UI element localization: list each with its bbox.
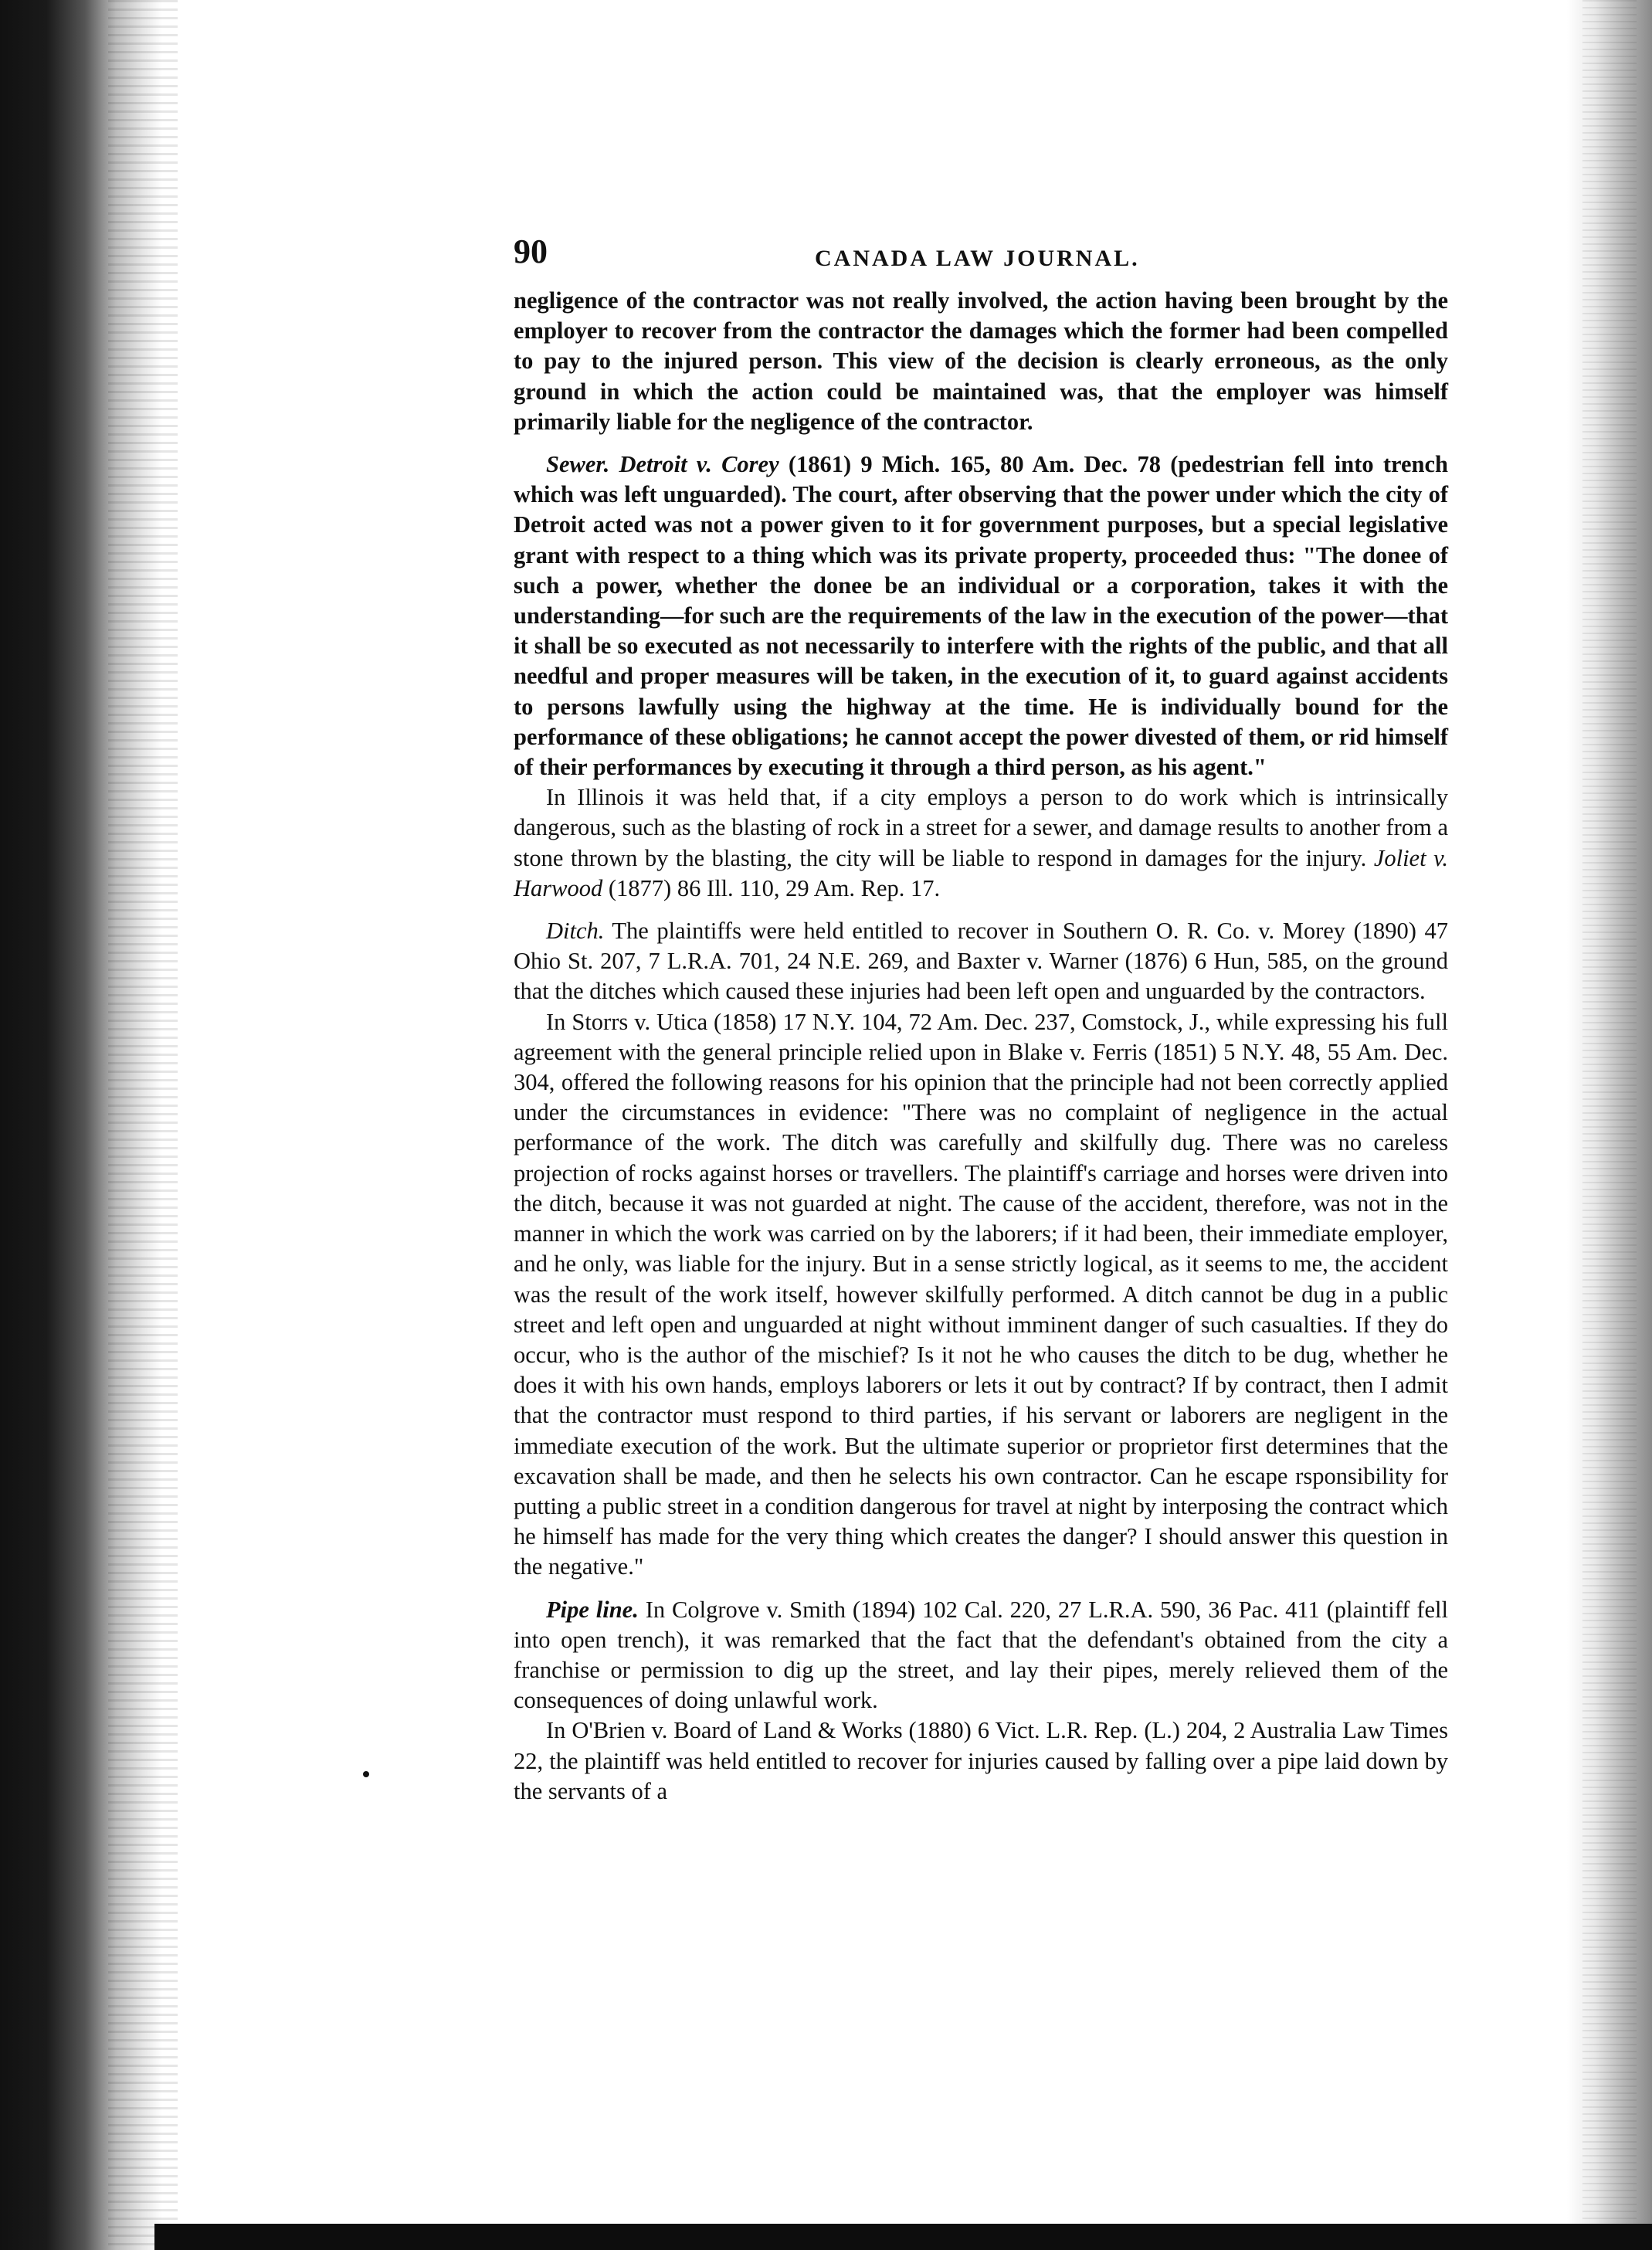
paragraph-storrs [514,1007,1448,1583]
paragraph-illinois [514,782,1448,904]
paragraph-text: In Storrs v. Utica (1858) 17 N.Y. 104, 72 Am. Dec. 237, Comstock, J., while expressing his full agreement with the general principle relied upon in Blake v. Ferris (1851) 5 N.Y. 48, 55 Am. Dec. 304, offered the following reasons for his opinion that the principle had not been correctly applied under the circumstances in evidence: "There was no complaint of negligence in the actual performance of the work. The ditch was carefully and skilfully dug. There was no careless projection of rocks against horses or travellers. The plaintiff's carriage and horses were driven into the ditch, because it was not guarded at night. The cause of the accident, therefore, was not in the manner in which the work was carried on by the laborers; if it had been, their immediate employer, and he only, was liable for the injury. But in a sense strictly logical, as it seems to me, the accident was the result of the work itself, however skilfully performed. A ditch cannot be dug in a public street and left open and unguarded at night without imminent danger of such casualties. If they do occur, who is the author of the mischief? Is it not he who causes the ditch to be dug, whether he does it with his own hands, employs laborers or lets it out by contract? If by contract, then I admit that the contractor must respond to third parties, if his servant or laborers are negligent in the immediate execution of the work. But the ultimate superior or proprietor first determines that the excavation shall be made, and then he selects his own contractor. Can he escape rsponsibility for putting a public street in a condition dangerous for travel at night by interposing the contract which he himself has made for the very thing which creates the danger? I should answer this question in the negative." [514,1008,1448,1580]
page-number: 90 [514,232,548,270]
paragraph-obrien [514,1715,1448,1807]
paragraph-text: In Illinois it was held that, if a city employs a person to do work which is intrinsically dangerous, such as the blasting of rock in a street for a sewer, and damage results to another from a stone thrown by the blasting, the city will be liable to respond in damages for the injury. [514,784,1448,871]
case-citation: Detroit v. Corey [619,451,779,478]
paragraph-text: In O'Brien v. Board of Land & Works (1880) 6 Vict. L.R. Rep. (L.) 204, 2 Australia Law Times 22, the plaintiff was held entitled to recover for injuries caused by falling over a pipe laid down by the servants of a [514,1717,1448,1804]
paragraph-text: (1861) 9 Mich. 165, 80 Am. Dec. 78 (pedestrian fell into trench which was left unguarded). The court, after observing that the power under which the city of Detroit acted was not a power given to it for government purposes, but a special legislative grant with respect to a thing which was its private property, proceeded thus: "The donee of such a power, whether the donee be an individual or a corporation, takes it with the understanding—for such are the requirements of the law in the execution of the power—that it shall be so executed as not necessarily to interfere with the rights of the public, and that all needful and proper measures will be taken, in the execution of it, to guard against accidents to persons lawfully using the highway at the time. He is individually bound for the performance of these obligations; he cannot accept the power divested of them, or rid himself of their performances by executing it through a third person, as his agent." [514,451,1448,781]
paragraph-text: In Colgrove v. Smith (1894) 102 Cal. 220, 27 L.R.A. 590, 36 Pac. 411 (plaintiff fell into open trench), it was remarked that the fact that the defendant's obtained from the city a franchise or permission to dig up the street, and lay their pipes, merely relieved them of the consequences of doing unlawful work. [514,1596,1448,1714]
paragraph-sewer [514,450,1448,782]
paragraph-text: The plaintiffs were held entitled to recover in Southern O. R. Co. v. Morey (1890) 47 Ohio St. 207, 7 L.R.A. 701, 24 N.E. 269, and Baxter v. Warner (1876) 6 Hun, 585, on the ground that the ditches which caused these injuries had been left open and unguarded by the contractors. [514,918,1448,1005]
margin-mark [363,1771,369,1777]
section-lead-pipe-line: Pipe line. [546,1596,639,1623]
section-lead-ditch: Ditch. [546,918,605,945]
paragraph-text: negligence of the contractor was not really involved, the action having been brought by the employer to recover from the contractor the damages which the former had been compelled to pay to the injured person. This view of the decision is clearly erroneous, as the only ground in which the action could be maintained was, that the employer was himself primarily liable for the negligence of the contractor. [514,287,1448,435]
document-page [514,232,1448,1807]
paragraph-continuation [514,286,1448,437]
body-text [514,286,1448,1807]
section-lead-sewer: Sewer. [546,451,610,478]
right-edge-texture [1582,0,1637,2250]
case-citation: Joliet v. Harwood [514,844,1448,901]
citation-tail: (1877) 86 Ill. 110, 29 Am. Rep. 17. [602,874,941,901]
scan-bottom-border [154,2224,1652,2250]
paragraph-ditch [514,916,1448,1007]
paragraph-pipe-line [514,1595,1448,1716]
running-title: CANADA LAW JOURNAL. [815,246,1140,271]
binding-texture [108,0,178,2250]
page-header [514,232,1448,286]
